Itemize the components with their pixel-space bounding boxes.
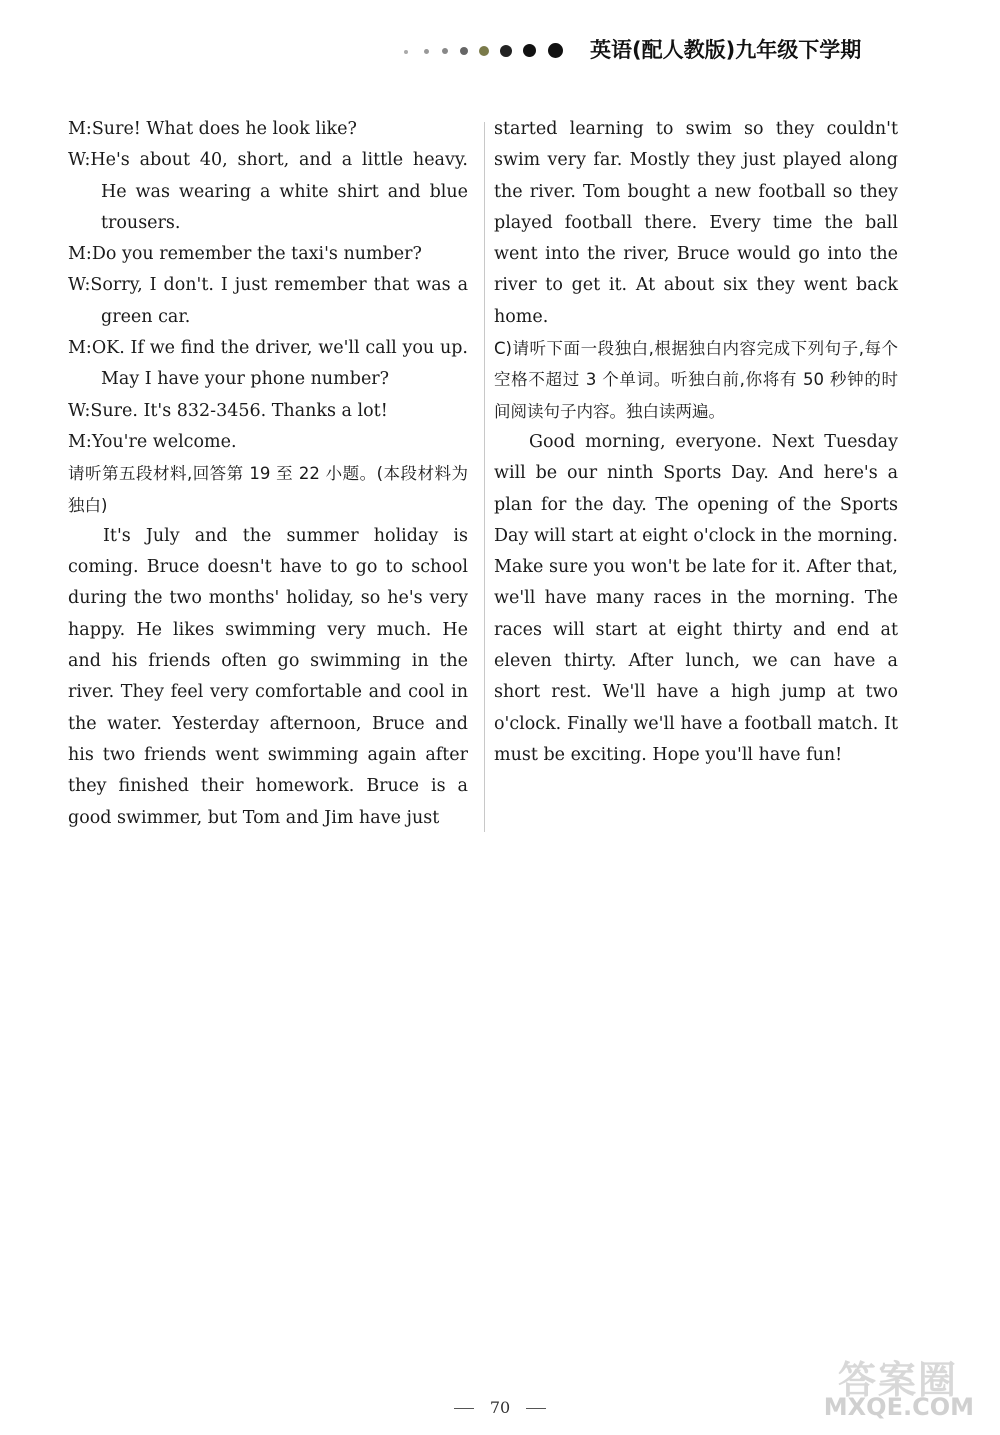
monologue-passage: It's July and the summer holiday is coming. Bruce doesn't have to go to school during the two months' holiday, so he's very happy. He likes swimming very much. He and his friends often go swimming in the river. They feel very comfortable and cool in the water. Yesterday afternoon, Bruce and his two friends went swimming again after they finished their homework. Bruce is a good swimmer, but Tom and Jim have just: [68, 525, 468, 828]
dialogue-line: W:Sure. It's 832-3456. Thanks a lot!: [68, 400, 388, 421]
dialogue-line: W:He's about 40, short, and a little heavy. He was wearing a white shirt and blue trousers.: [68, 150, 468, 233]
dot-1: [404, 50, 408, 54]
left-column: [68, 114, 468, 834]
dialogue-line: M:OK. If we find the driver, we'll call you up. May I have your phone number?: [68, 338, 468, 390]
dot-5: [479, 46, 489, 56]
right-column: [494, 114, 898, 771]
dot-8: [548, 43, 563, 58]
watermark-logo-text: 答案圈: [837, 1358, 958, 1402]
header-title: 英语(配人教版)九年级下学期: [590, 38, 862, 62]
dialogue-line: M:Sure! What does he look like?: [68, 119, 357, 139]
dialogue-line: M:You're welcome.: [68, 431, 237, 452]
dialogue-line: W:Sorry, I don't. I just remember that was a green car.: [68, 275, 468, 327]
site-watermark: [788, 1345, 978, 1425]
section-c-instruction: C)请听下面一段独白,根据独白内容完成下列句子,每个空格不超过 3 个单词。听独白前,你将有 50 秒钟的时间阅读句子内容。独白读两遍。: [494, 339, 898, 421]
column-divider: [484, 122, 485, 832]
dialogue-line: M:Do you remember the taxi's number?: [68, 244, 422, 265]
watermark-domain: MXQE.COM: [823, 1393, 974, 1421]
header-dots-decoration: [400, 42, 575, 62]
running-header: [400, 32, 880, 72]
dot-6: [500, 45, 512, 57]
dot-4: [460, 47, 468, 55]
footer-dash-right: [526, 1408, 546, 1409]
monologue-passage-continued: started learning to swim so they couldn't swim very far. Mostly they just played along the river. Tom bought a new football so they played football there. Every time the ball went into the river, Bruce would go into the river to get it. At about six they went back home.: [494, 119, 898, 327]
page-number: 70: [489, 1398, 511, 1417]
section-instruction: 请听第五段材料,回答第 19 至 22 小题。(本段材料为独白): [68, 464, 468, 515]
sports-day-monologue: Good morning, everyone. Next Tuesday will be our ninth Sports Day. And here's a plan for the day. The opening of the Sports Day will start at eight o'clock in the morning. Make sure you won't be late for it. After that, we'll have many races in the morning. The races will start at eight thirty and end at eleven thirty. After lunch, we can have a short rest. We'll have a high jump at two o'clock. Finally we'll have a football match. It must be exciting. Hope you'll have fun!: [494, 431, 898, 765]
dot-3: [442, 48, 448, 54]
footer-dash-left: [454, 1408, 474, 1409]
dot-2: [424, 49, 429, 54]
dot-7: [523, 44, 536, 57]
